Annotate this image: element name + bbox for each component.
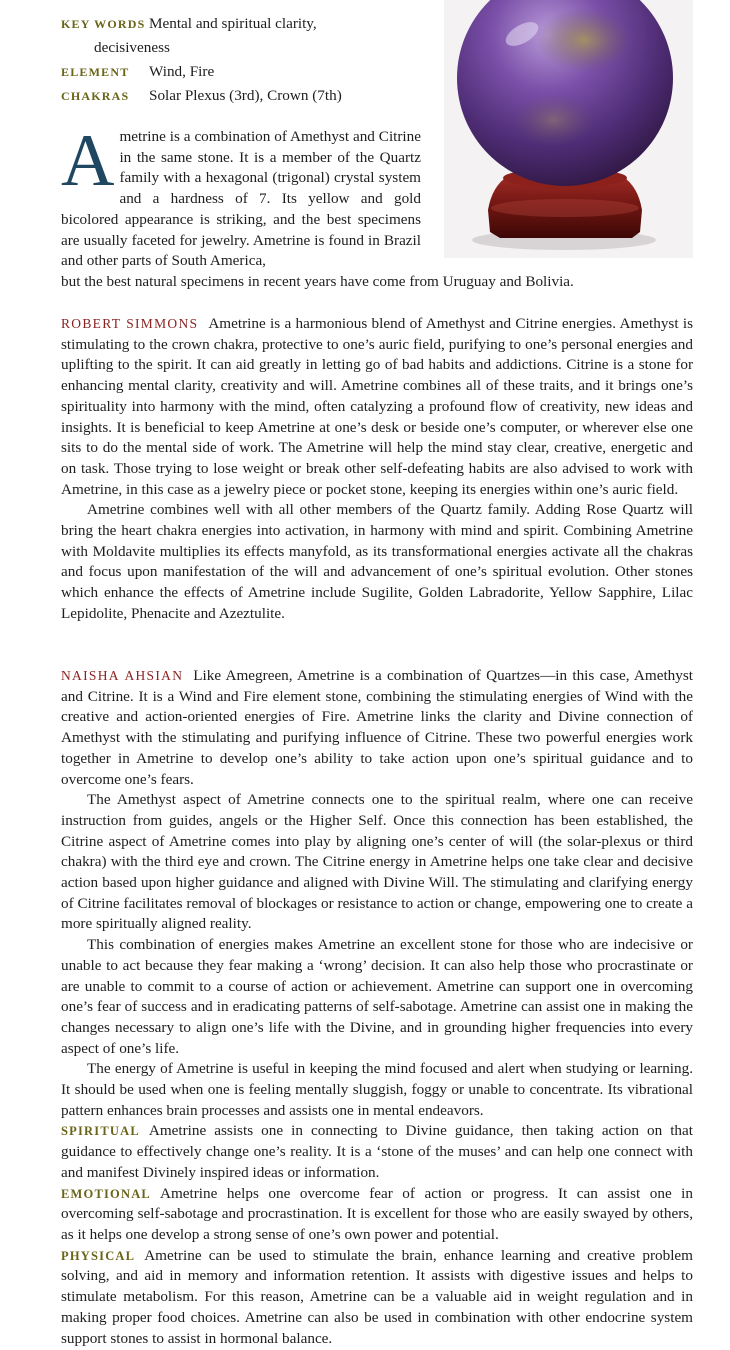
keywords-label: KEY WORDS	[61, 17, 146, 31]
author-naisha-ahsian: NAISHA AHSIAN	[61, 668, 184, 683]
physical-label: PHYSICAL	[61, 1248, 136, 1263]
spiritual-text: Ametrine assists one in connecting to Divine guidance, then taking action on that guidance to effectively change one’s reality. It is a ‘stone of the muses’ and can help one connect with and manifest Divinely inspired ideas or information.	[61, 1122, 693, 1181]
intro-text: metrine is a combination of Amethyst and Citrine in the same stone. It is a member of the Quartz family with a hexagonal (trigonal) crystal system and a hardness of 7. Its yellow and gold bicolored appearance is striking, and the best specimens are usually faceted for jewelry. Ametrine is found in Brazil and other parts of South America,	[61, 128, 421, 270]
physical-paragraph	[61, 1246, 693, 1350]
emotional-paragraph	[61, 1184, 693, 1246]
naisha-ahsian-section	[61, 666, 693, 1349]
ahsian-paragraph-1	[61, 666, 693, 790]
emotional-label: EMOTIONAL	[61, 1186, 151, 1201]
keywords-row	[61, 12, 441, 36]
element-label: ELEMENT	[61, 65, 130, 79]
intro-paragraph	[61, 120, 693, 293]
chakras-label: CHAKRAS	[61, 89, 130, 103]
element-value: Wind, Fire	[149, 63, 215, 80]
drop-cap: A	[61, 120, 115, 202]
keywords-value-line1: Mental and spiritual clarity,	[149, 15, 317, 32]
element-row	[61, 60, 441, 84]
simmons-paragraph-1	[61, 314, 693, 500]
ahsian-paragraph-2: The Amethyst aspect of Ametrine connects one to the spiritual realm, where one can receive instruction from guides, angels or the Higher Self. Once this connection has been established, the Citrine aspect of Ametrine comes into play by aligning one’s center of will (the solar-plexus or third chakra) with the third eye and crown. The Citrine energy in Ametrine helps one take clear and decisive action based upon higher guidance and aligned with Divine Will. The stimulating and clarifying energy of Citrine facilitates removal of blockages or resistance to action or change, empowering one to create a more spiritually aligned reality.	[61, 791, 693, 933]
keywords-value-line2: decisiveness	[94, 39, 170, 56]
robert-simmons-section	[61, 314, 693, 625]
spiritual-paragraph	[61, 1121, 693, 1183]
ahsian-paragraph-4: The energy of Ametrine is useful in keeping the mind focused and alert when studying or learning. It should be used when one is feeling mentally sluggish, foggy or unable to concentrate. Its vibrational pattern enhances brain processes and assists one in mental endeavors.	[61, 1060, 693, 1119]
emotional-text: Ametrine helps one overcome fear of action or progress. It can assist one in overcoming self-sabotage and procrastination. It is excellent for those who are easily swayed by others, as it helps one develop a strong sense of one’s own power and potential.	[61, 1184, 693, 1243]
intro-text-end: but the best natural specimens in recent years have come from Uruguay and Bolivia.	[61, 272, 574, 290]
simmons-paragraph-2: Ametrine combines well with all other members of the Quartz family. Adding Rose Quartz will bring the heart chakra energies into activation, in harmony with mind and spirit. Combining Ametrine with Moldavite multiplies its effects manyfold, as its transformational energies activate all the chakras and focus upon manifestation of the will and advancement of one’s spiritual evolution. Other stones which enhance the effects of Ametrine include Sugilite, Golden Labradorite, Yellow Sapphire, Lilac Lepidolite, Phenacite and Azeztulite.	[61, 501, 693, 622]
stone-attributes	[61, 12, 441, 108]
chakras-row	[61, 84, 441, 108]
spiritual-label: SPIRITUAL	[61, 1124, 140, 1139]
simmons-text-1: Ametrine is a harmonious blend of Amethyst and Citrine energies. Amethyst is stimulating to the crown chakra, protective to one’s auric field, purifying to one’s personal energies and uplifting to the spirit. It can aid greatly in letting go of bad habits and addictions. Citrine is a stone for enhancing mental clarity, creativity and will. Ametrine combines all of these traits, and it brings one’s spirituality into harmony with the mind, often catalyzing a profound flow of creativity, new ideas and insights. It is beneficial to keep Ametrine at one’s desk or beside one’s computer, or wherever else one sits to do the mental side of work. The Ametrine will help the mind stay clear, creative, energetic and on task. Those trying to lose weight or break other self-defeating habits are also advised to work with Ametrine, in this case as a jewelry piece or pocket stone, keeping its energies within one’s auric field.	[61, 315, 693, 498]
author-robert-simmons: ROBERT SIMMONS	[61, 316, 199, 331]
physical-text: Ametrine can be used to stimulate the brain, enhance learning and creative problem solving, and aid in memory and information retention. It assists with digestive issues and helps to stimulate metabolism. For this reason, Ametrine can be a valuable aid in weight regulation and in making proper food choices. Ametrine can also be used in combination with other endocrine system support stones to assist in hormonal balance.	[61, 1246, 693, 1347]
intro-wrapped-text	[61, 120, 421, 272]
chakras-value: Solar Plexus (3rd), Crown (7th)	[149, 87, 342, 104]
ahsian-paragraph-3: This combination of energies makes Ametrine an excellent stone for those who are indecisive or unable to act because they fear making a ‘wrong’ decision. It can also help those who procrastinate or are unable to commit to a course of action or achievement. Ametrine can support one in overcoming one’s fear of success and in eradicating patterns of self-sabotage. Ametrine can assist one in making the changes necessary to align one’s life with the Divine, and in grounding higher frequencies into every aspect of one’s life.	[61, 936, 693, 1057]
ahsian-text-1: Like Amegreen, Ametrine is a combination of Quartzes—in this case, Amethyst and Citrine. It is a Wind and Fire element stone, combining the stimulating energies of Wind with the creative and action-oriented energies of Fire. Ametrine links the clarity and Divine connection of Amethyst with the stimulating and purifying influence of Citrine. These two powerful energies work together in Ametrine to develop one’s ability to take action upon one’s spiritual guidance and to overcome one’s fears.	[61, 667, 693, 788]
keywords-row-cont	[61, 36, 441, 60]
